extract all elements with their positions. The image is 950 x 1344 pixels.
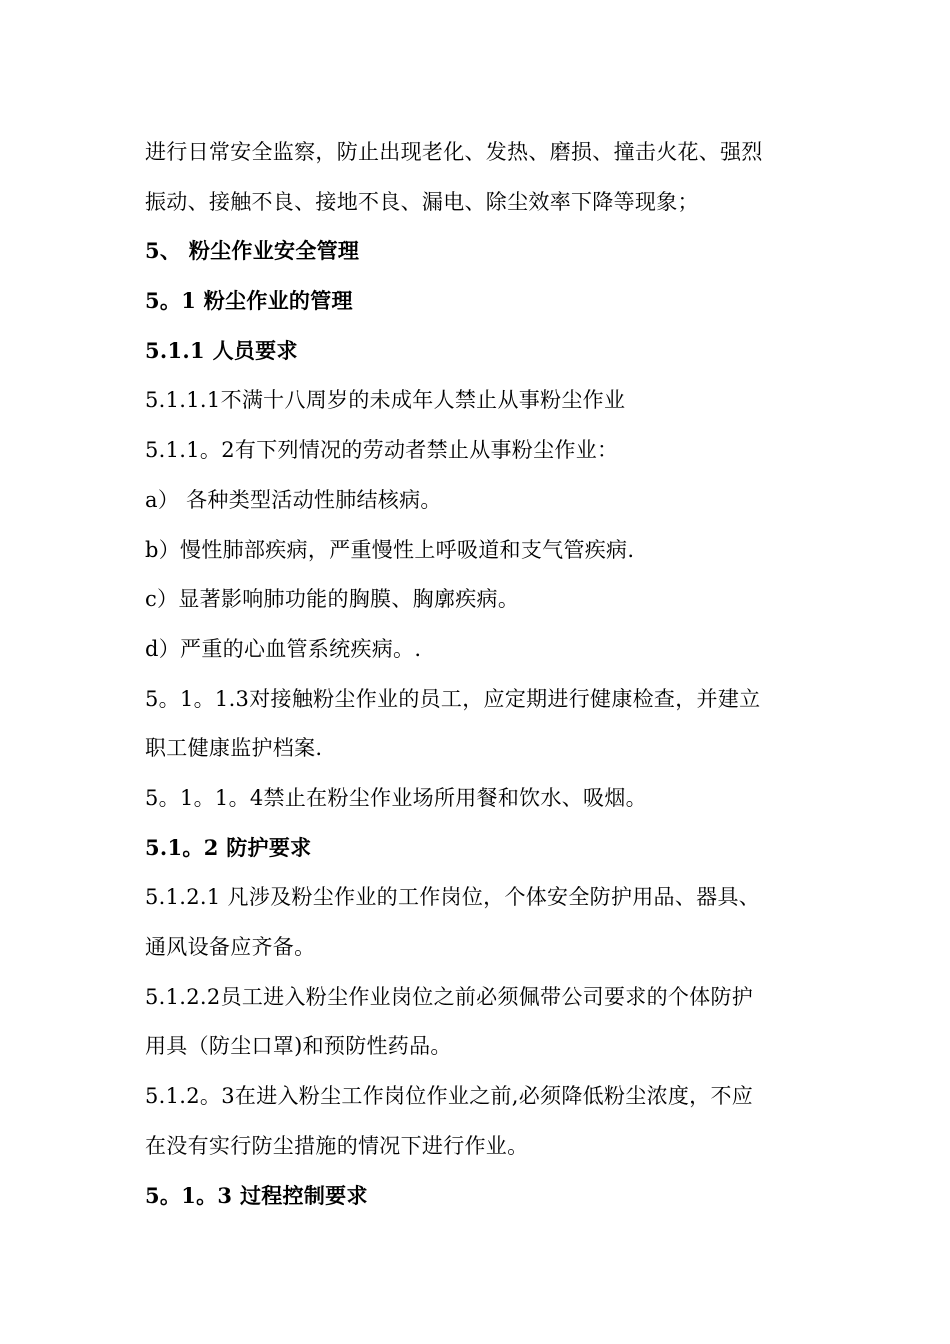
body-text-line: 职工健康监护档案. <box>145 736 323 760</box>
section-heading: 5、 粉尘作业安全管理 <box>145 238 360 263</box>
body-text-line: 5.1.2.2员工进入粉尘作业岗位之前必须佩带公司要求的个体防护 <box>145 985 754 1009</box>
body-text-line: 通风设备应齐备。 <box>145 935 316 959</box>
body-text-line: 5.1.1。2有下列情况的劳动者禁止从事粉尘作业： <box>145 438 619 462</box>
body-text-line: 5.1.2。3在进入粉尘工作岗位作业之前,必须降低粉尘浓度，不应 <box>145 1084 754 1108</box>
body-text-line: 5。1。1.3对接触粉尘作业的员工，应定期进行健康检查，并建立 <box>145 687 761 711</box>
body-text-line: 振动、接触不良、接地不良、漏电、除尘效率下降等现象； <box>145 190 699 214</box>
subsection-heading: 5。1 粉尘作业的管理 <box>145 288 353 313</box>
body-text-line: 5.1.1.1不满十八周岁的未成年人禁止从事粉尘作业 <box>145 388 626 412</box>
list-item: d）严重的心血管系统疾病。. <box>145 637 422 661</box>
list-item: b）慢性肺部疾病，严重慢性上呼吸道和支气管疾病. <box>145 538 635 562</box>
subsection-heading: 5.1.1 人员要求 <box>145 338 298 363</box>
list-item: c）显著影响肺功能的胸膜、胸廓疾病。 <box>145 587 520 611</box>
subsection-heading: 5。1。3 过程控制要求 <box>145 1183 368 1208</box>
list-item: a） 各种类型活动性肺结核病。 <box>145 488 442 512</box>
subsection-heading: 5.1。2 防护要求 <box>145 835 312 860</box>
body-text-line: 用具（防尘口罩)和预防性药品。 <box>145 1034 452 1058</box>
body-text-line: 进行日常安全监察，防止出现老化、发热、磨损、撞击火花、强烈 <box>145 140 763 164</box>
body-text-line: 5.1.2.1 凡涉及粉尘作业的工作岗位，个体安全防护用品、器具、 <box>145 885 761 909</box>
body-text-line: 5。1。1。4禁止在粉尘作业场所用餐和饮水、吸烟。 <box>145 786 647 810</box>
body-text-line: 在没有实行防尘措施的情况下进行作业。 <box>145 1134 529 1158</box>
